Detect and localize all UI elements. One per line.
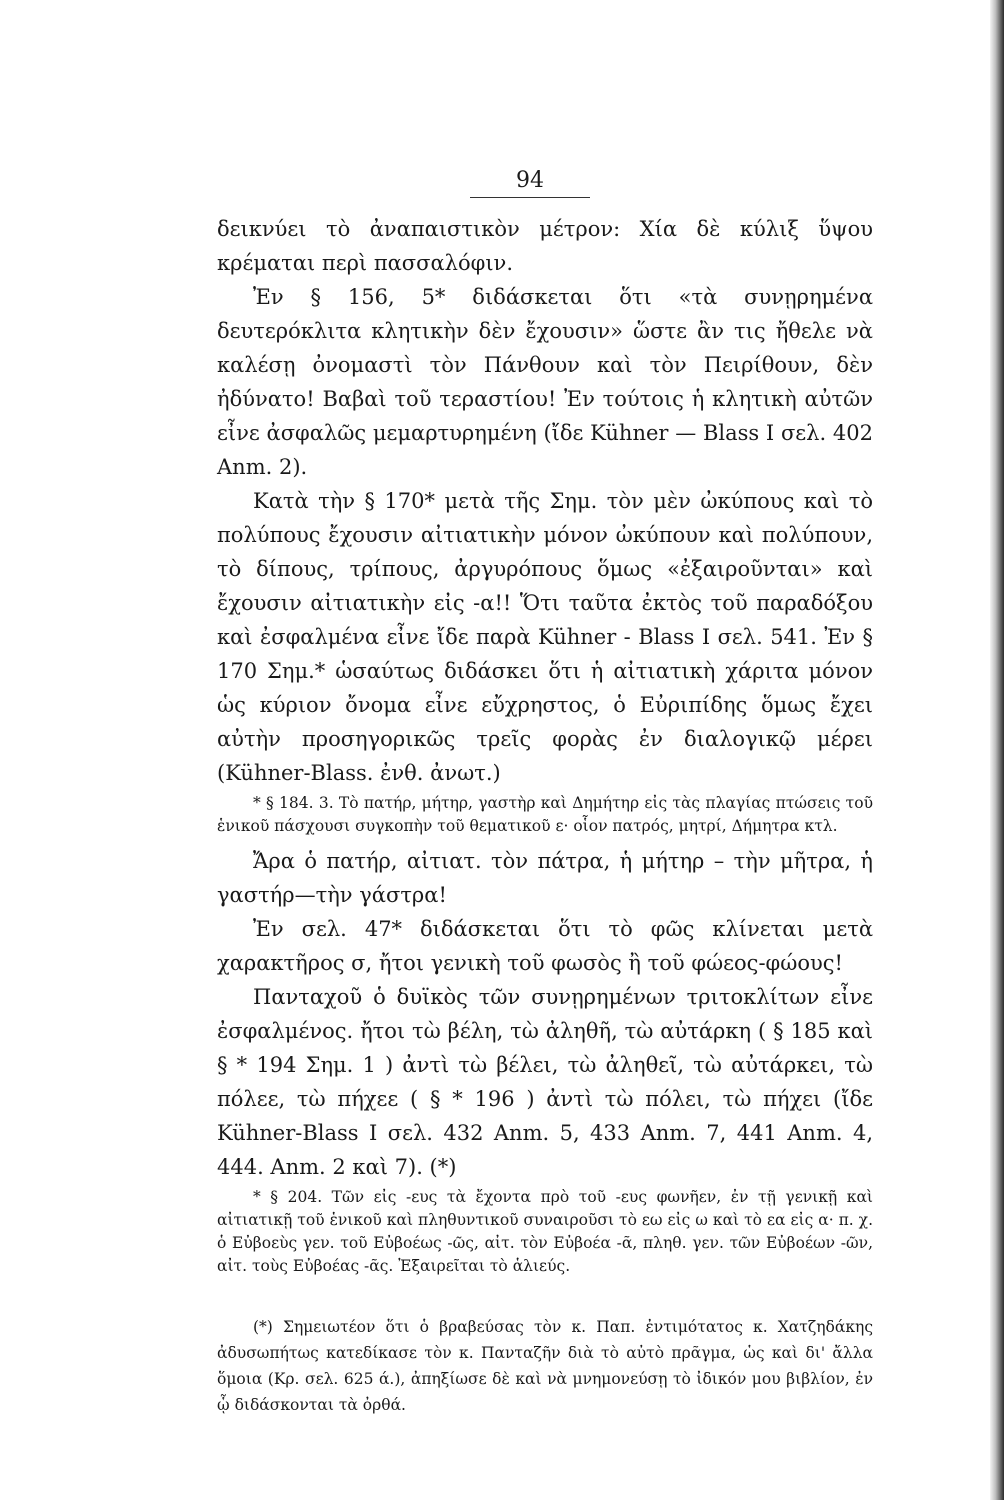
paragraph-1: δεικνύει τὸ ἀναπαιστικὸν μέτρον: Χία δὲ κύλιξ ὕψου κρέμαται περὶ πασσαλόφιν. — [217, 217, 873, 275]
endnote: (*) Σημειωτέον ὅτι ὁ βραβεύσας τὸν κ. Παπ. ἐντιμότατος κ. Χατζηδάκης ἀδυσωπήτως κατεδίκασε τὸν κ. Πανταζῆν διὰ τὸ αὐτὸ πρᾶγμα, ὡς καὶ δι' ἄλλα ὅμοια (Κρ. σελ. 625 ά.), ἀπηξίωσε δὲ καὶ νὰ μνημονεύσῃ τὸ ἰδικόν μου βιβλίον, ἐν ᾧ διδάσκονται τὰ ὀρθά. — [217, 1318, 873, 1414]
book-spine-edge — [990, 0, 1004, 1500]
main-text — [217, 212, 873, 1418]
paragraph-5: Ἐν σελ. 47* διδάσκεται ὅτι τὸ φῶς κλίνεται μετὰ χαρακτῆρος σ, ἤτοι γενικὴ τοῦ φωσὸς ἢ τοῦ φώεος-φώους! — [217, 917, 873, 975]
paragraph-2: Ἐν § 156, 5* διδάσκεται ὅτι «τὰ συνῃρημένα δευτερόκλιτα κλητικὴν δὲν ἔχουσιν» ὥστε ἂν τις ἤθελε νὰ καλέσῃ ὀνομαστὶ τὸν Πάνθουν καὶ τὸν Πειρίθουν, δὲν ἠδύνατο! Βαβαὶ τοῦ τεραστίου! Ἐν τούτοις ἡ κλητικὴ αὐτῶν εἶνε ἀσφαλῶς μεμαρτυρημένη (ἴδε Kühner — Blass I σελ. 402 Anm. 2). — [217, 285, 873, 479]
footnote-quote-1: * § 184. 3. Τὸ πατήρ, μήτηρ, γαστὴρ καὶ Δημήτηρ εἰς τὰς πλαγίας πτώσεις τοῦ ἑνικοῦ πάσχουσι συγκοπὴν τοῦ θεματικοῦ ε· οἷον πατρός, μητρί, Δήμητρα κτλ. — [217, 794, 873, 835]
paragraph-3: Κατὰ τὴν § 170* μετὰ τῆς Σημ. τὸν μὲν ὠκύπους καὶ τὸ πολύπους ἔχουσιν αἰτιατικὴν μόνον ὠκύπουν καὶ πολύπουν, τὸ δίπους, τρίπους, ἀργυρόπους ὅμως «ἐξαιροῦνται» καὶ ἔχουσιν αἰτιατικὴν εἰς -α!! Ὅτι ταῦτα ἐκτὸς τοῦ παραδόξου καὶ ἐσφαλμένα εἶνε ἴδε παρὰ Kühner - Blass I σελ. 541. Ἐν § 170 Σημ.* ὡσαύτως διδάσκει ὅτι ἡ αἰτιατικὴ χάριτα μόνον ὡς κύριον ὄνομα εἶνε εὔχρηστος, ὁ Εὐριπίδης ὅμως ἔχει αὐτὴν προσηγορικῶς τρεῖς φορὰς ἐν διαλογικῷ μέρει (Kühner-Blass. ἐνθ. ἀνωτ.) — [217, 489, 873, 785]
footnote-quote-2: * § 204. Τῶν εἰς -ευς τὰ ἔχοντα πρὸ τοῦ -ευς φωνῆεν, ἐν τῇ γενικῇ καὶ αἰτιατικῇ τοῦ ἑνικοῦ καὶ πληθυντικοῦ συναιροῦσι τὸ εω εἰς ω καὶ τὸ εα εἰς α· π. χ. ὁ Εὐβοεὺς γεν. τοῦ Εὐβοέως -ῶς, αἰτ. τὸν Εὐβοέα -ᾶ, πληθ. γεν. τῶν Εὐβοέων -ῶν, αἰτ. τοὺς Εὐβοέας -ᾶς. Ἐξαιρεῖται τὸ ἁλιεύς. — [217, 1188, 873, 1275]
paragraph-6: Πανταχοῦ ὁ δυϊκὸς τῶν συνῃρημένων τριτοκλίτων εἶνε ἐσφαλμένος. ἤτοι τὼ βέλη, τὼ ἀληθῆ, τὼ αὐτάρκη ( § 185 καὶ § * 194 Σημ. 1 ) ἀντὶ τὼ βέλει, τὼ ἀληθεῖ, τὼ αὐτάρκει, τὼ πόλεε, τὼ πήχεε ( § * 196 ) ἀντὶ τὼ πόλει, τὼ πήχει (ἴδε Kühner-Blass I σελ. 432 Anm. 5, 433 Anm. 7, 441 Anm. 4, 444. Anm. 2 καὶ 7). (*) — [217, 985, 873, 1179]
paragraph-4: Ἄρα ὁ πατήρ, αἰτιατ. τὸν πάτρα, ἡ μήτηρ – τὴν μῆτρα, ἡ γαστήρ—τὴν γάστρα! — [217, 849, 873, 907]
page-number: 94 — [470, 168, 590, 198]
